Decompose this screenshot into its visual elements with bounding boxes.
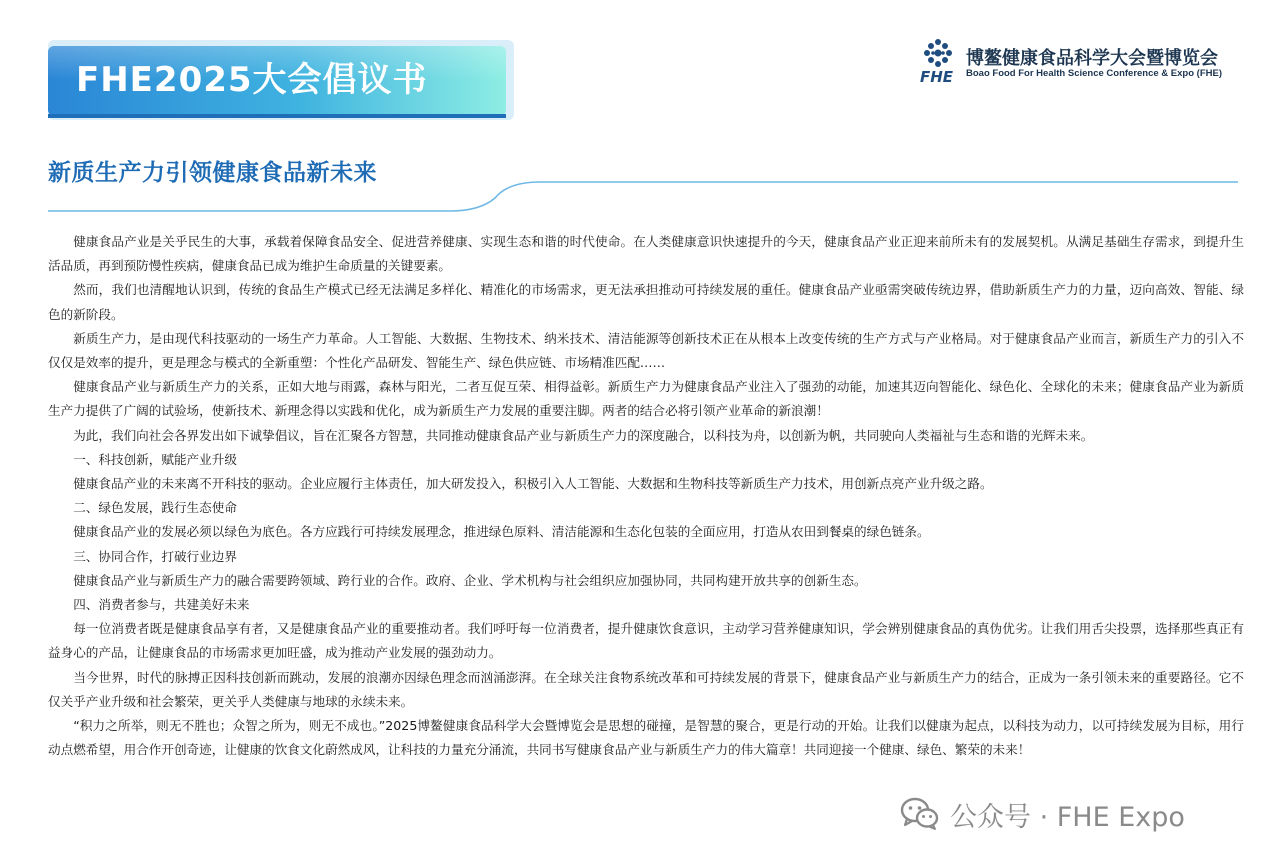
paragraph: 当今世界，时代的脉搏正因科技创新而跳动，发展的浪潮亦因绿色理念而汹涌澎湃。在全球关注食物系统改革和可持续发展的背景下，健康食品产业与新质生产力的结合，正成为一条引领未来的重要路径。它不仅关乎产业升级和社会繁荣，更关乎人类健康与地球的永续未来。 [48, 669, 1244, 709]
wechat-watermark [900, 794, 1185, 834]
initiative-title: 四、消费者参与，共建美好未来 [73, 597, 250, 613]
paragraph: 新质生产力，是由现代科技驱动的一场生产力革命。人工智能、大数据、生物技术、纳米技术、清洁能源等创新技术正在从根本上改变传统的生产方式与产业格局。对于健康食品产业而言，新质生产力的引入不仅仅是效率的提升，更是理念与模式的全新重塑：个性化产品研发、智能生产、绿色供应链、市场精准匹配…… [48, 330, 1244, 371]
paragraph: 每一位消费者既是健康食品享有者，又是健康食品产业的重要推动者。我们呼吁每一位消费者，提升健康饮食意识，主动学习营养健康知识，学会辨别健康食品的真伪优劣。让我们用舌尖投票，选择那些真正有益身心的产品，让健康食品的市场需求更加旺盛，成为推动产业发展的强劲动力。 [48, 621, 1244, 661]
banner-title: FHE2025大会倡议书 [76, 60, 428, 100]
paragraph: 健康食品产业的发展必须以绿色为底色。各方应践行可持续发展理念，推进绿色原料、清洁能源和生态化包装的全面应用，打造从农田到餐桌的绿色链条。 [73, 524, 930, 540]
paragraph: “积力之所举，则无不胜也；众智之所为，则无不成也。”2025博鳌健康食品科学大会暨博览会是思想的碰撞，是智慧的聚合，更是行动的开始。让我们以健康为起点，以科技为动力，以可持续发展为目标，用行动点燃希望，用合作开创奇迹，让健康的饮食文化蔚然成风，让科技的力量充分涌流，共同书写健康食品产业与新质生产力的伟大篇章！共同迎接一个健康、绿色、繁荣的未来！ [48, 718, 1244, 758]
paragraph: 为此，我们向社会各界发出如下诚挚倡议，旨在汇聚各方智慧，共同推动健康食品产业与新质生产力的深度融合，以科技为舟，以创新为帆，共同驶向人类福祉与生态和谐的光辉未来。 [73, 427, 1094, 443]
watermark-text: 公众号 · FHE Expo [950, 801, 1185, 833]
proposal-body [48, 230, 1244, 762]
heading-underline [40, 176, 1240, 216]
header-banner [48, 40, 514, 120]
paragraph: 健康食品产业与新质生产力的融合需要跨领域、跨行业的合作。政府、企业、学术机构与社会组织应加强协同，共同构建开放共享的创新生态。 [73, 572, 867, 588]
paragraph: 健康食品产业是关乎民生的大事，承载着保障食品安全、促进营养健康、实现生态和谐的时代使命。在人类健康意识快速提升的今天，健康食品产业正迎来前所未有的发展契机。从满足基础生存需求，到提升生活品质，再到预防慢性疾病，健康食品已成为维护生命质量的关键要素。 [48, 234, 1244, 274]
paragraph: 健康食品产业与新质生产力的关系，正如大地与雨露，森林与阳光，二者互促互荣、相得益彰。新质生产力为健康食品产业注入了强劲的动能，加速其迈向智能化、绿色化、全球化的未来；健康食品产业为新质生产力提供了广阔的试验场，使新技术、新理念得以实践和优化，成为新质生产力发展的重要注脚。两者的结合必将引领产业革命的新浪潮！ [48, 379, 1244, 419]
fhe-logo [918, 38, 1248, 88]
initiative-title: 二、绿色发展，践行生态使命 [73, 500, 237, 516]
logo-abbrev: FHE [920, 68, 954, 86]
wechat-icon [900, 797, 940, 831]
logo-name-en: Boao Food For Health Science Conference & Expo (FHE) [966, 68, 1223, 79]
section-heading: 新质生产力引领健康食品新未来 [48, 160, 377, 186]
paragraph: 健康食品产业的未来离不开科技的驱动。企业应履行主体责任，加大研发投入，积极引入人工智能、大数据和生物科技等新质生产力技术，用创新点亮产业升级之路。 [73, 476, 993, 492]
logo-name-cn: 博鳌健康食品科学大会暨博览会 [966, 48, 1218, 69]
initiative-title: 三、协同合作，打破行业边界 [73, 548, 237, 564]
paragraph: 然而，我们也清醒地认识到，传统的食品生产模式已经无法满足多样化、精准化的市场需求，更无法承担推动可持续发展的重任。健康食品产业亟需突破传统边界，借助新质生产力的力量，迈向高效、智能、绿色的新阶段。 [48, 282, 1244, 322]
initiative-title: 一、科技创新，赋能产业升级 [73, 451, 237, 467]
